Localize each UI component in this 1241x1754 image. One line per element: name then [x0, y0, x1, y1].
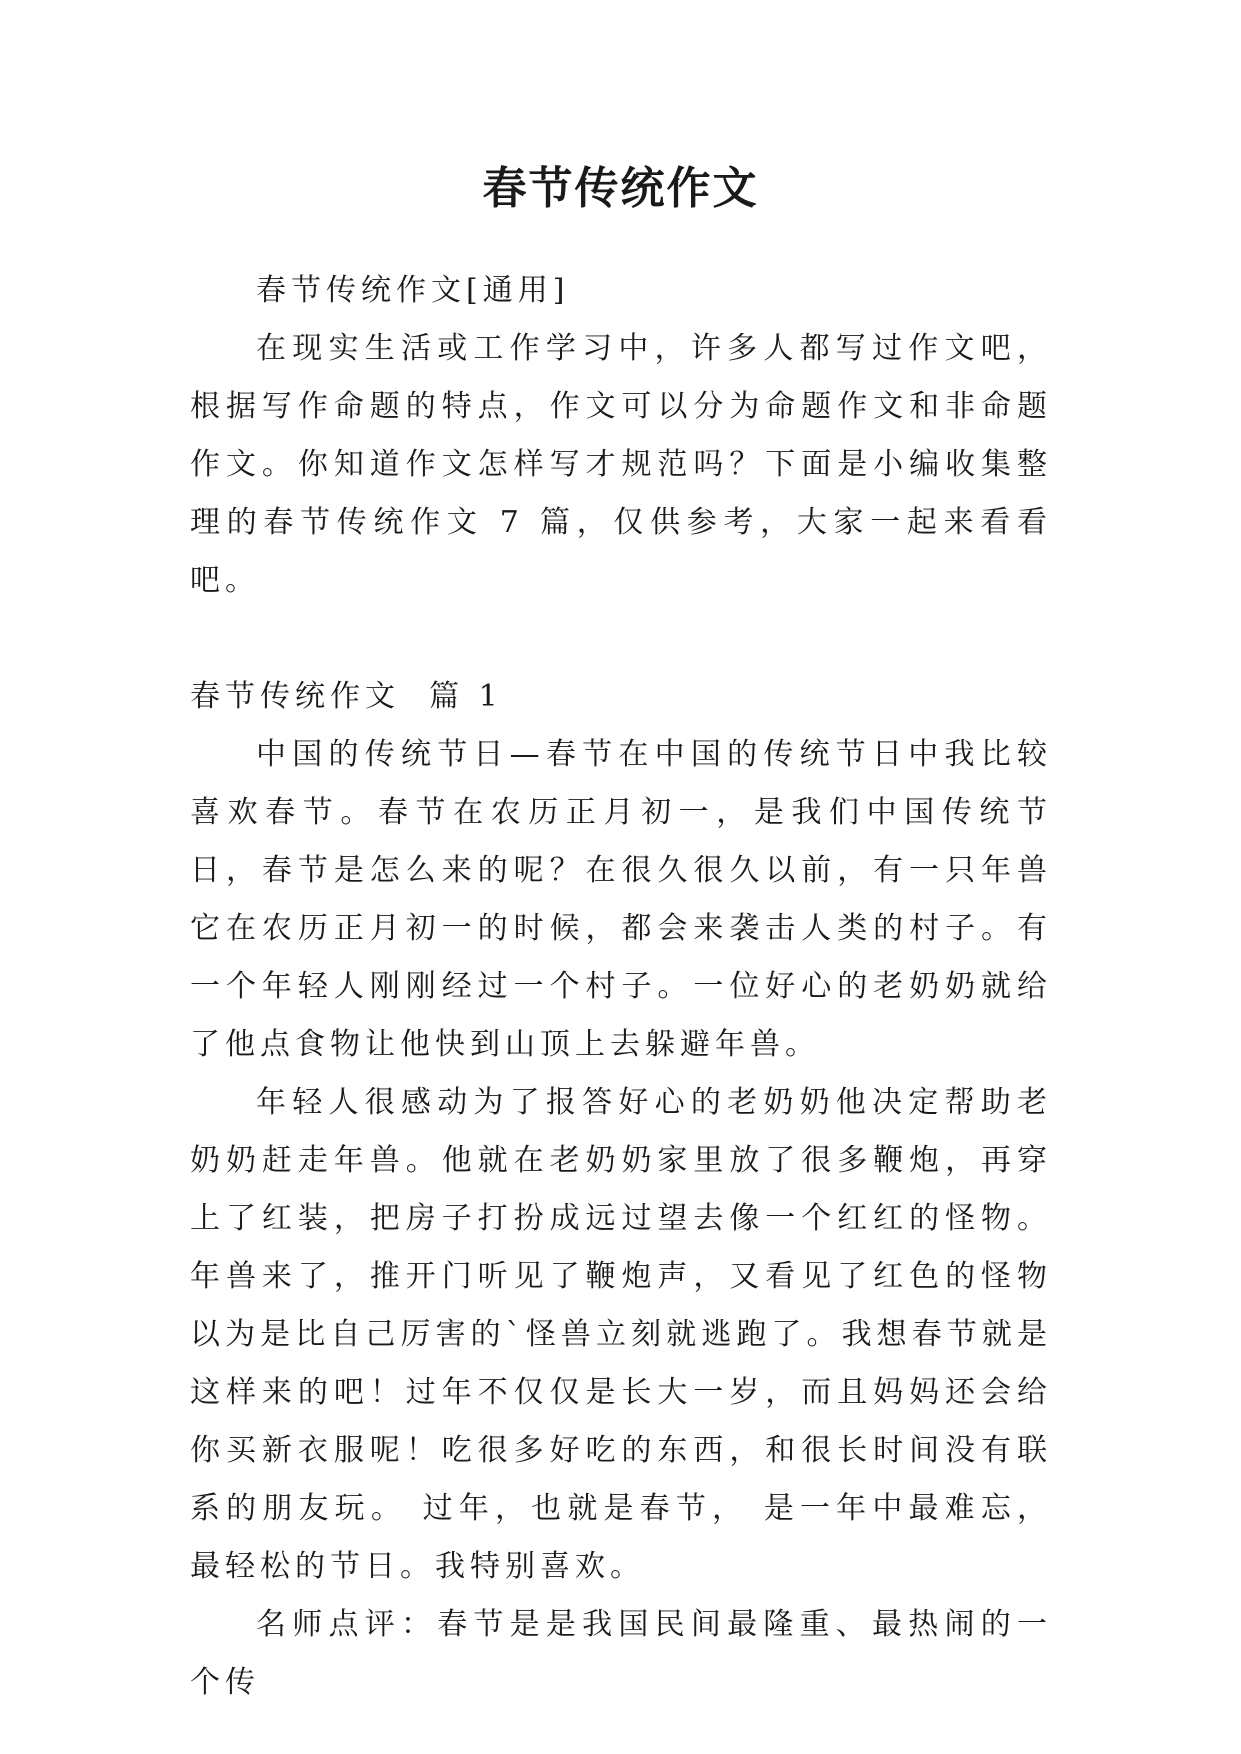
body-paragraph-1: 中国的传统节日—春节在中国的传统节日中我比较喜欢春节。春节在农历正月初一，是我们中国传统节日，春节是怎么来的呢？在很久很久以前，有一只年兽它在农历正月初一的时候，都会来袭击人类的村子。有一个年轻人刚刚经过一个村子。一位好心的老奶奶就给了他点食物让他快到山顶上去躲避年兽。 [190, 737, 1052, 1062]
section-gap [190, 610, 1052, 668]
body-paragraph-3: 名师点评：春节是是我国民间最隆重、最热闹的一个传 [190, 1607, 1052, 1700]
body-paragraph-2: 年轻人很感动为了报答好心的老奶奶他决定帮助老奶奶赶走年兽。他就在老奶奶家里放了很多鞭炮，再穿上了红装，把房子打扮成远过望去像一个红红的怪物。年兽来了，推开门听见了鞭炮声，又看见了红色的怪物以为是比自己厉害的`怪兽立刻就逃跑了。我想春节就是这样来的吧！过年不仅仅是长大一岁，而且妈妈还会给你买新衣服呢！吃很多好吃的东西，和很长时间没有联系的朋友玩。 过年，也就是春节， 是一年中最难忘，最轻松的节日。我特别喜欢。 [190, 1085, 1052, 1584]
document-body [190, 262, 1052, 1712]
document-subtitle: 春节传统作文[通用] [256, 273, 570, 308]
intro-paragraph: 在现实生活或工作学习中，许多人都写过作文吧，根据写作命题的特点，作文可以分为命题作文和非命题作文。你知道作文怎样写才规范吗？下面是小编收集整理的春节传统作文 7 篇，仅供参考，大家一起来看看吧。 [190, 331, 1052, 598]
section-heading: 春节传统作文 篇 1 [190, 679, 503, 714]
document-title: 春节传统作文 [482, 163, 759, 214]
